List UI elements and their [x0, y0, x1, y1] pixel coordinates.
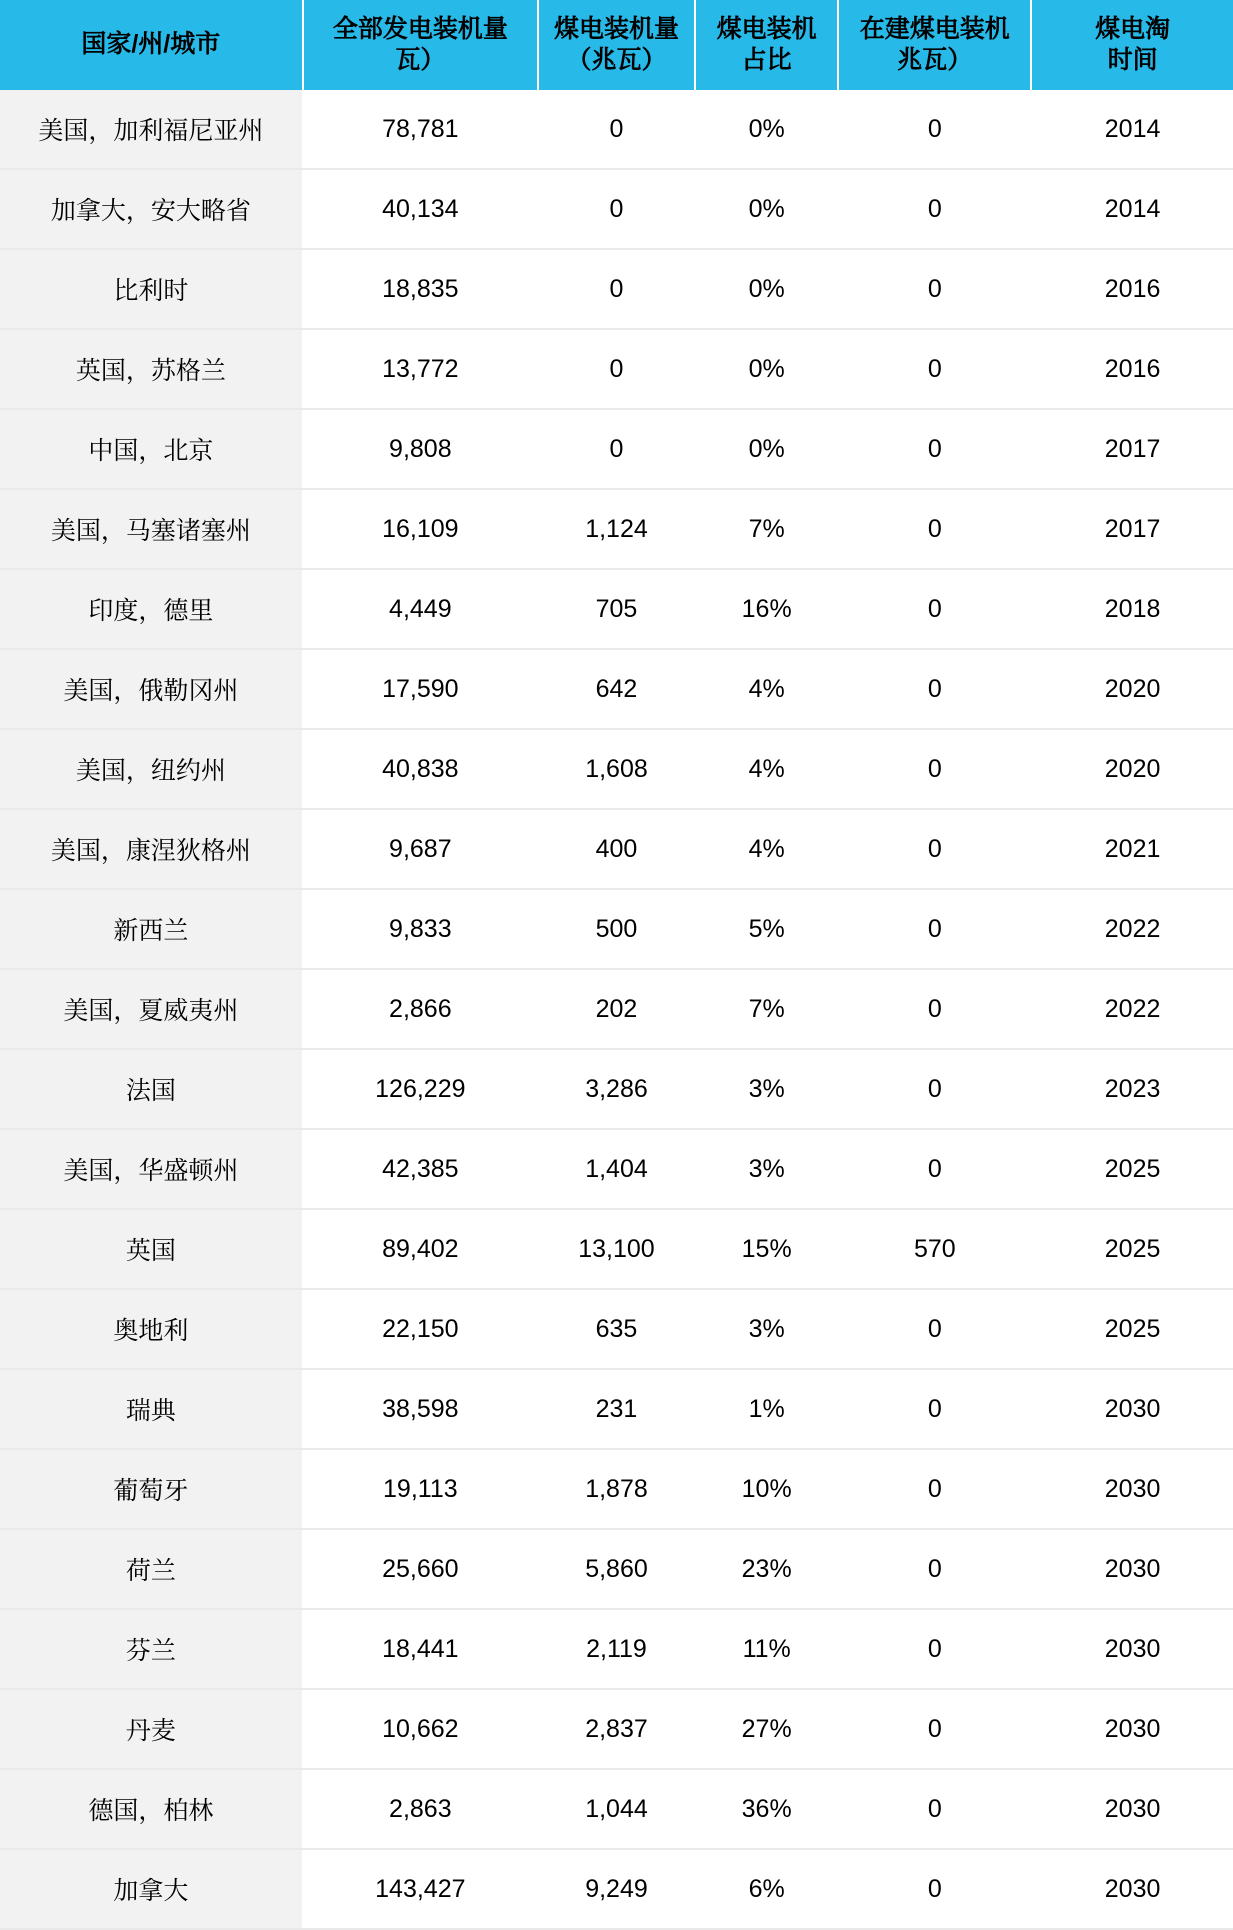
- table-row: [0, 1289, 1233, 1369]
- cell-coal-capacity: 0: [538, 409, 695, 489]
- cell-under-construction: 0: [838, 1049, 1031, 1129]
- cell-coal-capacity: 202: [538, 969, 695, 1049]
- cell-coal-capacity: 642: [538, 649, 695, 729]
- cell-coal-capacity: 400: [538, 809, 695, 889]
- cell-under-construction: 0: [838, 489, 1031, 569]
- cell-phaseout-year: 2022: [1031, 889, 1233, 969]
- cell-total-capacity: 42,385: [303, 1129, 538, 1209]
- column-header-under-construction-line2: 兆瓦）: [897, 46, 973, 74]
- cell-coal-capacity: 705: [538, 569, 695, 649]
- cell-total-capacity: 18,835: [303, 249, 538, 329]
- cell-coal-capacity: 1,404: [538, 1129, 695, 1209]
- column-header-total-capacity-line2: 瓦）: [395, 46, 446, 74]
- table-row: [0, 1609, 1233, 1689]
- cell-total-capacity: 38,598: [303, 1369, 538, 1449]
- cell-coal-share: 0%: [695, 249, 838, 329]
- column-header-under-construction-line1: 在建煤电装机: [859, 14, 1010, 43]
- cell-coal-share: 10%: [695, 1449, 838, 1529]
- cell-phaseout-year: 2022: [1031, 969, 1233, 1049]
- cell-phaseout-year: 2020: [1031, 729, 1233, 809]
- cell-region: 新西兰: [0, 889, 303, 969]
- cell-region: 印度，德里: [0, 569, 303, 649]
- cell-region: 加拿大: [0, 1849, 303, 1929]
- cell-total-capacity: 143,427: [303, 1849, 538, 1929]
- cell-coal-share: 4%: [695, 729, 838, 809]
- cell-coal-capacity: 231: [538, 1369, 695, 1449]
- cell-phaseout-year: 2025: [1031, 1129, 1233, 1209]
- cell-coal-capacity: 0: [538, 329, 695, 409]
- cell-coal-share: 36%: [695, 1769, 838, 1849]
- table-row: [0, 1689, 1233, 1769]
- cell-total-capacity: 40,838: [303, 729, 538, 809]
- cell-coal-capacity: 2,837: [538, 1689, 695, 1769]
- cell-coal-share: 0%: [695, 169, 838, 249]
- column-header-coal-share-line2: 占比: [741, 46, 792, 74]
- cell-total-capacity: 2,863: [303, 1769, 538, 1849]
- cell-under-construction: 0: [838, 1289, 1031, 1369]
- cell-coal-share: 27%: [695, 1689, 838, 1769]
- column-header-phaseout-year-line1: 煤电淘: [1095, 14, 1171, 43]
- cell-coal-capacity: 2,119: [538, 1609, 695, 1689]
- cell-under-construction: 0: [838, 249, 1031, 329]
- cell-phaseout-year: 2017: [1031, 489, 1233, 569]
- cell-coal-share: 0%: [695, 329, 838, 409]
- cell-under-construction: 0: [838, 1849, 1031, 1929]
- cell-region: 美国，马塞诸塞州: [0, 489, 303, 569]
- cell-coal-share: 16%: [695, 569, 838, 649]
- cell-under-construction: 0: [838, 569, 1031, 649]
- cell-coal-share: 15%: [695, 1209, 838, 1289]
- cell-coal-share: 7%: [695, 489, 838, 569]
- column-header-total-capacity-line1: 全部发电装机量: [332, 14, 508, 43]
- table-row: [0, 1449, 1233, 1529]
- cell-region: 英国: [0, 1209, 303, 1289]
- column-header-coal-capacity-line1: 煤电装机量: [553, 14, 679, 43]
- cell-region: 奥地利: [0, 1289, 303, 1369]
- cell-coal-capacity: 5,860: [538, 1529, 695, 1609]
- table-row: [0, 809, 1233, 889]
- cell-coal-share: 1%: [695, 1369, 838, 1449]
- column-header-region-line1: 国家/州/城市: [81, 30, 221, 59]
- cell-phaseout-year: 2030: [1031, 1689, 1233, 1769]
- cell-phaseout-year: 2030: [1031, 1449, 1233, 1529]
- table-row: [0, 969, 1233, 1049]
- table-row: [0, 1049, 1233, 1129]
- cell-coal-share: 4%: [695, 809, 838, 889]
- table-row: [0, 489, 1233, 569]
- cell-total-capacity: 78,781: [303, 90, 538, 169]
- cell-total-capacity: 40,134: [303, 169, 538, 249]
- cell-region: 美国，康涅狄格州: [0, 809, 303, 889]
- cell-under-construction: 0: [838, 969, 1031, 1049]
- table-header-row: [0, 0, 1233, 90]
- cell-coal-capacity: 1,044: [538, 1769, 695, 1849]
- cell-coal-capacity: 500: [538, 889, 695, 969]
- cell-total-capacity: 4,449: [303, 569, 538, 649]
- table-row: [0, 729, 1233, 809]
- cell-coal-capacity: 9,249: [538, 1849, 695, 1929]
- cell-phaseout-year: 2030: [1031, 1609, 1233, 1689]
- cell-under-construction: 0: [838, 649, 1031, 729]
- cell-coal-share: 11%: [695, 1609, 838, 1689]
- table-row: [0, 329, 1233, 409]
- cell-region: 美国，纽约州: [0, 729, 303, 809]
- cell-total-capacity: 25,660: [303, 1529, 538, 1609]
- table-row: [0, 649, 1233, 729]
- table-row: [0, 889, 1233, 969]
- table-row: [0, 169, 1233, 249]
- column-header-phaseout-year-line2: 时间: [1107, 46, 1158, 74]
- cell-coal-capacity: 13,100: [538, 1209, 695, 1289]
- cell-phaseout-year: 2025: [1031, 1209, 1233, 1289]
- cell-region: 比利时: [0, 249, 303, 329]
- cell-region: 美国，夏威夷州: [0, 969, 303, 1049]
- cell-total-capacity: 9,687: [303, 809, 538, 889]
- cell-phaseout-year: 2020: [1031, 649, 1233, 729]
- cell-coal-capacity: 0: [538, 90, 695, 169]
- column-header-coal-share: [695, 0, 838, 90]
- cell-region: 瑞典: [0, 1369, 303, 1449]
- table-row: [0, 1529, 1233, 1609]
- column-header-under-construction: [838, 0, 1031, 90]
- cell-coal-capacity: 0: [538, 169, 695, 249]
- cell-phaseout-year: 2017: [1031, 409, 1233, 489]
- cell-under-construction: 570: [838, 1209, 1031, 1289]
- column-header-total-capacity: [303, 0, 538, 90]
- cell-total-capacity: 126,229: [303, 1049, 538, 1129]
- table-row: [0, 249, 1233, 329]
- table-row: [0, 90, 1233, 169]
- cell-total-capacity: 13,772: [303, 329, 538, 409]
- cell-region: 荷兰: [0, 1529, 303, 1609]
- cell-coal-capacity: 635: [538, 1289, 695, 1369]
- cell-phaseout-year: 2030: [1031, 1849, 1233, 1929]
- cell-total-capacity: 10,662: [303, 1689, 538, 1769]
- cell-phaseout-year: 2030: [1031, 1369, 1233, 1449]
- cell-under-construction: 0: [838, 1529, 1031, 1609]
- cell-coal-capacity: 3,286: [538, 1049, 695, 1129]
- cell-coal-share: 0%: [695, 90, 838, 169]
- cell-phaseout-year: 2030: [1031, 1769, 1233, 1849]
- cell-phaseout-year: 2016: [1031, 329, 1233, 409]
- cell-under-construction: 0: [838, 90, 1031, 169]
- cell-coal-share: 3%: [695, 1289, 838, 1369]
- cell-region: 德国，柏林: [0, 1769, 303, 1849]
- cell-region: 芬兰: [0, 1609, 303, 1689]
- cell-phaseout-year: 2025: [1031, 1289, 1233, 1369]
- cell-coal-share: 4%: [695, 649, 838, 729]
- cell-total-capacity: 18,441: [303, 1609, 538, 1689]
- cell-phaseout-year: 2014: [1031, 90, 1233, 169]
- cell-under-construction: 0: [838, 1369, 1031, 1449]
- cell-under-construction: 0: [838, 1769, 1031, 1849]
- cell-under-construction: 0: [838, 889, 1031, 969]
- cell-coal-capacity: 0: [538, 249, 695, 329]
- cell-region: 丹麦: [0, 1689, 303, 1769]
- column-header-coal-capacity-line2: （兆瓦）: [566, 46, 667, 74]
- cell-region: 法国: [0, 1049, 303, 1129]
- cell-region: 美国，加利福尼亚州: [0, 90, 303, 169]
- cell-total-capacity: 17,590: [303, 649, 538, 729]
- table-row: [0, 1369, 1233, 1449]
- cell-region: 英国，苏格兰: [0, 329, 303, 409]
- cell-coal-share: 6%: [695, 1849, 838, 1929]
- cell-total-capacity: 9,808: [303, 409, 538, 489]
- column-header-coal-capacity: [538, 0, 695, 90]
- cell-coal-share: 3%: [695, 1129, 838, 1209]
- cell-coal-share: 5%: [695, 889, 838, 969]
- table-body: [0, 90, 1233, 1929]
- cell-total-capacity: 2,866: [303, 969, 538, 1049]
- cell-total-capacity: 9,833: [303, 889, 538, 969]
- cell-region: 葡萄牙: [0, 1449, 303, 1529]
- cell-phaseout-year: 2030: [1031, 1529, 1233, 1609]
- cell-coal-capacity: 1,878: [538, 1449, 695, 1529]
- cell-region: 中国，北京: [0, 409, 303, 489]
- table-row: [0, 1849, 1233, 1929]
- cell-coal-share: 7%: [695, 969, 838, 1049]
- cell-total-capacity: 22,150: [303, 1289, 538, 1369]
- table-row: [0, 409, 1233, 489]
- cell-under-construction: 0: [838, 1449, 1031, 1529]
- cell-phaseout-year: 2016: [1031, 249, 1233, 329]
- cell-region: 加拿大，安大略省: [0, 169, 303, 249]
- cell-phaseout-year: 2014: [1031, 169, 1233, 249]
- cell-region: 美国，俄勒冈州: [0, 649, 303, 729]
- table-row: [0, 1129, 1233, 1209]
- cell-under-construction: 0: [838, 1129, 1031, 1209]
- cell-phaseout-year: 2021: [1031, 809, 1233, 889]
- cell-coal-share: 23%: [695, 1529, 838, 1609]
- table-header: [0, 0, 1233, 90]
- column-header-phaseout-year: [1031, 0, 1233, 90]
- table-row: [0, 1209, 1233, 1289]
- cell-phaseout-year: 2018: [1031, 569, 1233, 649]
- column-header-region: [0, 0, 303, 90]
- cell-total-capacity: 19,113: [303, 1449, 538, 1529]
- cell-coal-share: 3%: [695, 1049, 838, 1129]
- cell-total-capacity: 89,402: [303, 1209, 538, 1289]
- cell-coal-capacity: 1,124: [538, 489, 695, 569]
- cell-region: 美国，华盛顿州: [0, 1129, 303, 1209]
- cell-under-construction: 0: [838, 1689, 1031, 1769]
- cell-under-construction: 0: [838, 809, 1031, 889]
- cell-under-construction: 0: [838, 329, 1031, 409]
- cell-under-construction: 0: [838, 1609, 1031, 1689]
- cell-under-construction: 0: [838, 169, 1031, 249]
- column-header-coal-share-line1: 煤电装机: [716, 14, 817, 43]
- cell-total-capacity: 16,109: [303, 489, 538, 569]
- cell-under-construction: 0: [838, 729, 1031, 809]
- table-row: [0, 1769, 1233, 1849]
- cell-phaseout-year: 2023: [1031, 1049, 1233, 1129]
- cell-under-construction: 0: [838, 409, 1031, 489]
- cell-coal-capacity: 1,608: [538, 729, 695, 809]
- cell-coal-share: 0%: [695, 409, 838, 489]
- table-row: [0, 569, 1233, 649]
